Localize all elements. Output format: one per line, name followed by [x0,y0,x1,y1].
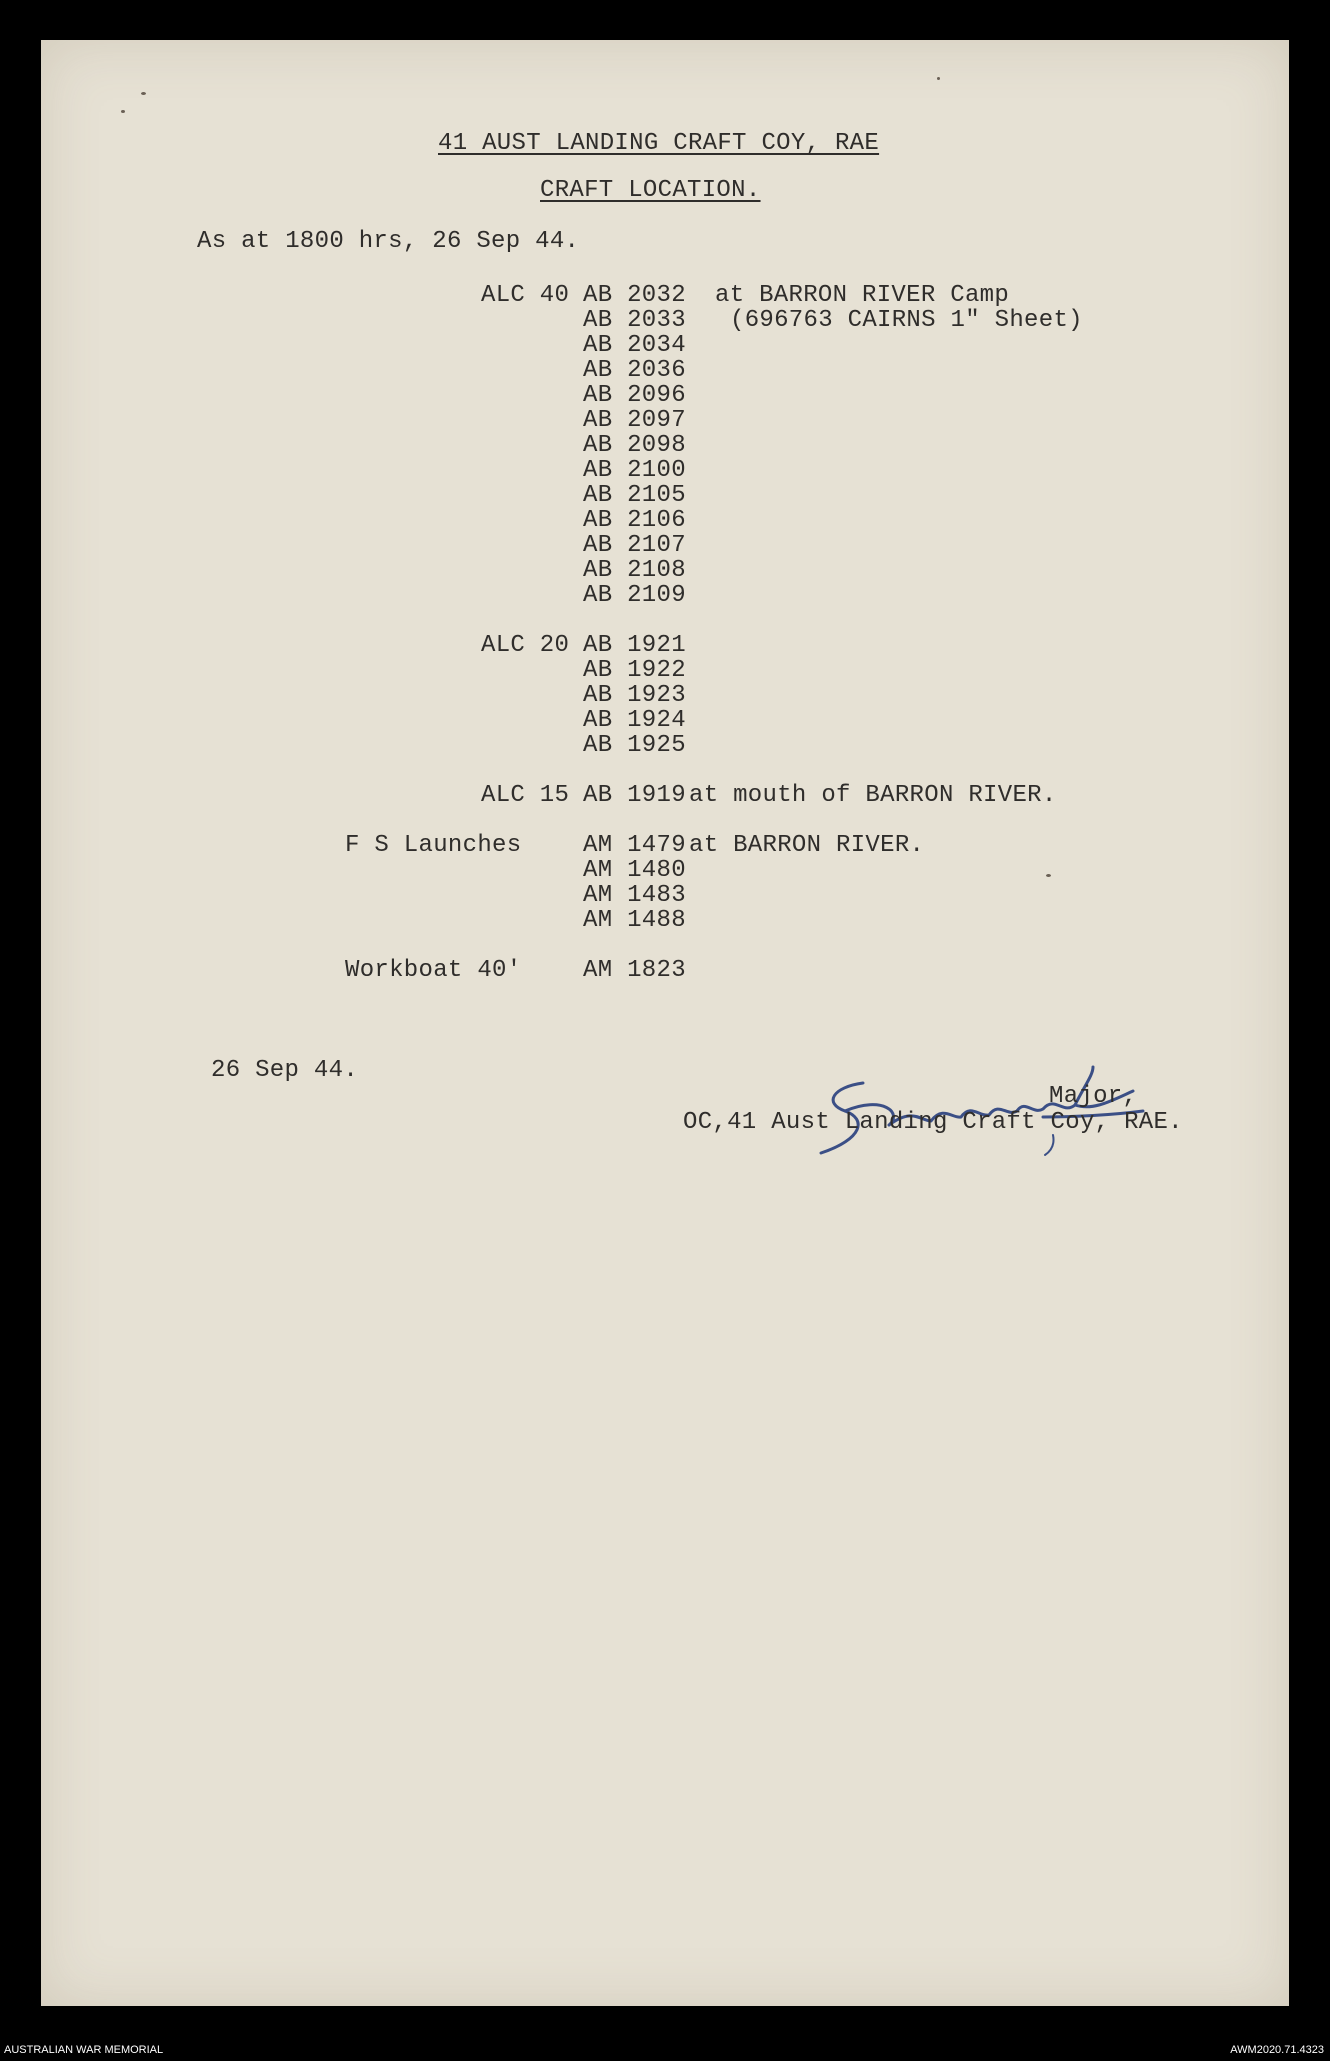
paper-speck [121,110,125,113]
craft-number: AB 2108 [583,557,686,584]
footer-accession-number: AWM2020.71.4323 [1230,2044,1324,2056]
craft-number: AB 2105 [583,482,686,509]
fs-launches-label: F S Launches [345,832,522,859]
alc40-location: at BARRON RIVER Camp [715,282,1010,309]
document-page [41,40,1289,2006]
craft-number: AB 2033 [583,307,686,334]
footer-credit: AUSTRALIAN WAR MEMORIAL [4,2044,164,2056]
craft-number: AB 1925 [583,732,686,759]
craft-number: AB 2034 [583,332,686,359]
alc20-craft-list [583,633,686,758]
document-heading: 41 AUST LANDING CRAFT COY, RAE [438,130,880,157]
craft-number: AB 2107 [583,532,686,559]
craft-number: AM 1480 [583,857,686,884]
craft-number: AB 2106 [583,507,686,534]
craft-number: AB 2036 [583,357,686,384]
alc40-craft-list [583,283,686,608]
craft-number: AM 1823 [583,957,686,984]
craft-number: AB 2032 [583,282,686,309]
fs-launches-craft-list [583,833,686,933]
craft-number: AM 1479 [583,832,686,859]
craft-number: AB 2100 [583,457,686,484]
fs-launches-location: at BARRON RIVER. [689,832,925,859]
workboat-label: Workboat 40' [345,957,522,984]
craft-number: AM 1488 [583,907,686,934]
document-subheading: CRAFT LOCATION. [540,177,761,204]
paper-speck [937,77,940,80]
craft-number: AB 1923 [583,682,686,709]
craft-number: AB 2096 [583,382,686,409]
craft-number: AB 2097 [583,407,686,434]
alc15-label: ALC 15 [481,782,570,809]
craft-number: AB 1921 [583,632,686,659]
signature-rank: Major, [1049,1083,1138,1110]
craft-number: AB 1919 [583,782,686,809]
craft-number: AB 1922 [583,657,686,684]
craft-number: AB 1924 [583,707,686,734]
alc40-label: ALC 40 [481,282,570,309]
alc20-label: ALC 20 [481,632,570,659]
craft-number: AM 1483 [583,882,686,909]
signature-title: OC,41 Aust Landing Craft Coy, RAE. [683,1109,1183,1136]
paper-speck [141,92,146,95]
alc15-location: at mouth of BARRON RIVER. [689,782,1057,809]
craft-number: AB 2098 [583,432,686,459]
document-date: 26 Sep 44. [211,1057,359,1084]
as-at-line: As at 1800 hrs, 26 Sep 44. [197,228,580,255]
alc40-grid-reference: (696763 CAIRNS 1" Sheet) [730,307,1083,334]
paper-speck [1046,874,1051,877]
craft-number: AB 2109 [583,582,686,609]
